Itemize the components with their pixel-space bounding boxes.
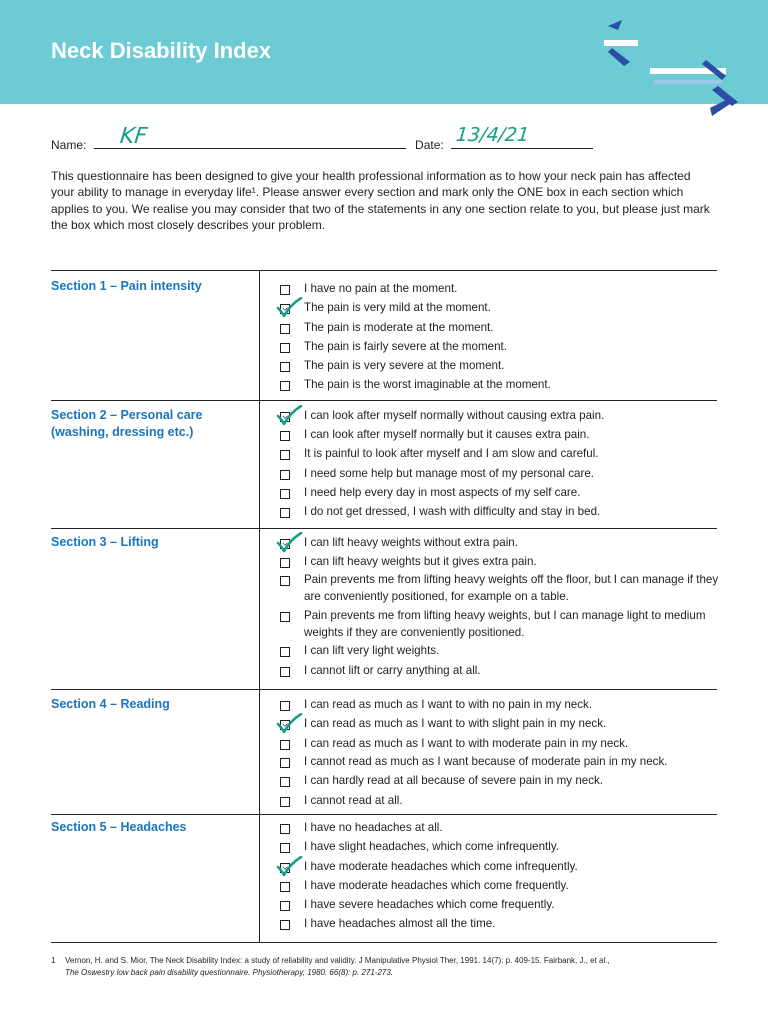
option-label: I can read as much as I want to with moderate pain in my neck.	[304, 737, 629, 750]
name-label: Name:	[51, 138, 87, 152]
section-2-option[interactable]	[280, 446, 720, 463]
footnote-line-1: Vernon, H. and S. Mior, The Neck Disability Index: a study of reliability and validity. J Manipulative Physiol Ther, 1991. 14(7): p. 409-15. Fairbank, J., et al.,	[65, 956, 610, 965]
name-handwritten-value: KF	[118, 124, 149, 149]
header-banner	[0, 0, 768, 104]
checkbox[interactable]	[280, 824, 290, 834]
option-label: I can look after myself normally but it causes extra pain.	[304, 428, 590, 441]
checkbox[interactable]	[280, 920, 290, 930]
column-divider	[259, 270, 260, 942]
divider	[51, 814, 717, 815]
option-label: Pain prevents me from lifting heavy weights, but I can manage light to medium weights if they are conveniently positioned.	[304, 609, 706, 639]
checkbox[interactable]	[280, 863, 290, 873]
section-4-option[interactable]	[280, 754, 720, 771]
option-label: I can lift very light weights.	[304, 644, 440, 657]
divider	[51, 689, 717, 690]
checkbox[interactable]	[280, 647, 290, 657]
divider	[51, 942, 717, 943]
checkbox[interactable]	[280, 558, 290, 568]
checkbox[interactable]	[280, 843, 290, 853]
footnote	[51, 955, 731, 979]
option-label: I need help every day in most aspects of my self care.	[304, 486, 581, 499]
option-label: Pain prevents me from lifting heavy weights off the floor, but I can manage if they are conveniently positioned, for example on a table.	[304, 573, 719, 603]
option-label: I have no pain at the moment.	[304, 282, 458, 295]
section-1-option[interactable]	[280, 339, 720, 356]
checkbox[interactable]	[280, 412, 290, 422]
option-label: I do not get dressed, I wash with difficulty and stay in bed.	[304, 505, 601, 518]
checkbox[interactable]	[280, 304, 290, 314]
section-2-option[interactable]	[280, 485, 720, 502]
checkbox[interactable]	[280, 612, 290, 622]
page-title: Neck Disability Index	[51, 38, 272, 63]
section-2-option[interactable]	[280, 504, 720, 521]
section-title: Section 5 – Headaches	[51, 820, 187, 834]
section-5-option[interactable]	[280, 897, 720, 914]
footnote-line-2: The Oswestry low back pain disability questionnaire. Physiotherapy, 1980. 66(8): p. 271-273.	[65, 968, 394, 977]
handwritten-check-icon	[275, 297, 303, 319]
option-label: The pain is very severe at the moment.	[304, 359, 505, 372]
checkbox[interactable]	[280, 539, 290, 549]
option-label: I have severe headaches which come frequently.	[304, 898, 555, 911]
option-label: The pain is very mild at the moment.	[304, 301, 491, 314]
checkbox[interactable]	[280, 576, 290, 586]
checkbox[interactable]	[280, 720, 290, 730]
date-label: Date:	[415, 138, 444, 152]
section-1-option[interactable]	[280, 358, 720, 375]
option-label: I have moderate headaches which come frequently.	[304, 879, 569, 892]
section-4-option[interactable]	[280, 773, 720, 790]
section-3-option[interactable]	[280, 572, 720, 605]
option-label: I have headaches almost all the time.	[304, 917, 496, 930]
handwritten-check-icon	[275, 713, 303, 735]
section-2-option[interactable]	[280, 466, 720, 483]
checkbox[interactable]	[280, 381, 290, 391]
checkbox[interactable]	[280, 508, 290, 518]
section-5-option[interactable]	[280, 820, 720, 837]
section-2-option[interactable]	[280, 427, 720, 444]
section-1-option[interactable]	[280, 281, 720, 298]
option-label: I can read as much as I want to with no pain in my neck.	[304, 698, 593, 711]
footnote-marker: 1	[51, 956, 56, 965]
checkbox[interactable]	[280, 285, 290, 295]
date-handwritten-value: 13/4/21	[454, 124, 531, 146]
checkbox[interactable]	[280, 740, 290, 750]
option-label: The pain is moderate at the moment.	[304, 321, 494, 334]
checkbox[interactable]	[280, 901, 290, 911]
option-label: I can read as much as I want to with slight pain in my neck.	[304, 717, 607, 730]
checkbox[interactable]	[280, 701, 290, 711]
option-label: I cannot read as much as I want because of moderate pain in my neck.	[304, 755, 668, 768]
checkbox[interactable]	[280, 450, 290, 460]
checkbox[interactable]	[280, 882, 290, 892]
section-3-option[interactable]	[280, 643, 720, 660]
section-4-option[interactable]	[280, 793, 720, 810]
section-title: Section 3 – Lifting	[51, 535, 159, 549]
option-label: It is painful to look after myself and I am slow and careful.	[304, 447, 599, 460]
option-label: I have moderate headaches which come infrequently.	[304, 860, 578, 873]
option-label: I need some help but manage most of my personal care.	[304, 467, 595, 480]
checkbox[interactable]	[280, 758, 290, 768]
checkbox[interactable]	[280, 489, 290, 499]
checkbox[interactable]	[280, 470, 290, 480]
intro-paragraph: This questionnaire has been designed to give your health professional information as to how your neck pain has affected your ability to manage in everyday life¹. Please answer every section and mark only the ONE box in each section which applies to you. We realise you may consider that two of the statements in any one section relate to you, but please just mark the box which most closely describes your problem.	[51, 169, 710, 232]
divider	[51, 270, 717, 271]
handwritten-check-icon	[275, 405, 303, 427]
handwritten-check-icon	[275, 856, 303, 878]
checkbox[interactable]	[280, 343, 290, 353]
section-3-option[interactable]	[280, 554, 720, 571]
section-4-option[interactable]	[280, 736, 720, 753]
section-1-option[interactable]	[280, 300, 720, 317]
section-title: Section 1 – Pain intensity	[51, 279, 202, 293]
checkbox[interactable]	[280, 777, 290, 787]
section-3-option[interactable]	[280, 535, 720, 552]
divider	[51, 528, 717, 529]
checkbox[interactable]	[280, 362, 290, 372]
option-label: I can look after myself normally without causing extra pain.	[304, 409, 605, 422]
option-label: I cannot lift or carry anything at all.	[304, 664, 481, 677]
section-3-option[interactable]	[280, 608, 720, 641]
section-title: Section 2 – Personal care (washing, dressing etc.)	[51, 408, 203, 439]
option-label: I can lift heavy weights without extra pain.	[304, 536, 518, 549]
section-2-option[interactable]	[280, 408, 720, 425]
section-5-option[interactable]	[280, 859, 720, 876]
section-5-option[interactable]	[280, 839, 720, 856]
section-1-option[interactable]	[280, 377, 720, 394]
checkbox[interactable]	[280, 324, 290, 334]
section-3-option[interactable]	[280, 663, 720, 680]
handwritten-check-icon	[275, 532, 303, 554]
section-title: Section 4 – Reading	[51, 697, 170, 711]
option-label: I can hardly read at all because of severe pain in my neck.	[304, 774, 604, 787]
option-label: I can lift heavy weights but it gives extra pain.	[304, 555, 537, 568]
option-label: I have no headaches at all.	[304, 821, 443, 834]
brand-logo-icon	[598, 18, 748, 124]
option-label: The pain is the worst imaginable at the moment.	[304, 378, 551, 391]
section-5-option[interactable]	[280, 878, 720, 895]
section-1-option[interactable]	[280, 320, 720, 337]
section-5-option[interactable]	[280, 916, 720, 933]
option-label: I cannot read at all.	[304, 794, 403, 807]
option-label: The pain is fairly severe at the moment.	[304, 340, 507, 353]
checkbox[interactable]	[280, 431, 290, 441]
checkbox[interactable]	[280, 667, 290, 677]
option-label: I have slight headaches, which come infrequently.	[304, 840, 559, 853]
checkbox[interactable]	[280, 797, 290, 807]
section-4-option[interactable]	[280, 716, 720, 733]
divider	[51, 400, 717, 401]
section-4-option[interactable]	[280, 697, 720, 714]
